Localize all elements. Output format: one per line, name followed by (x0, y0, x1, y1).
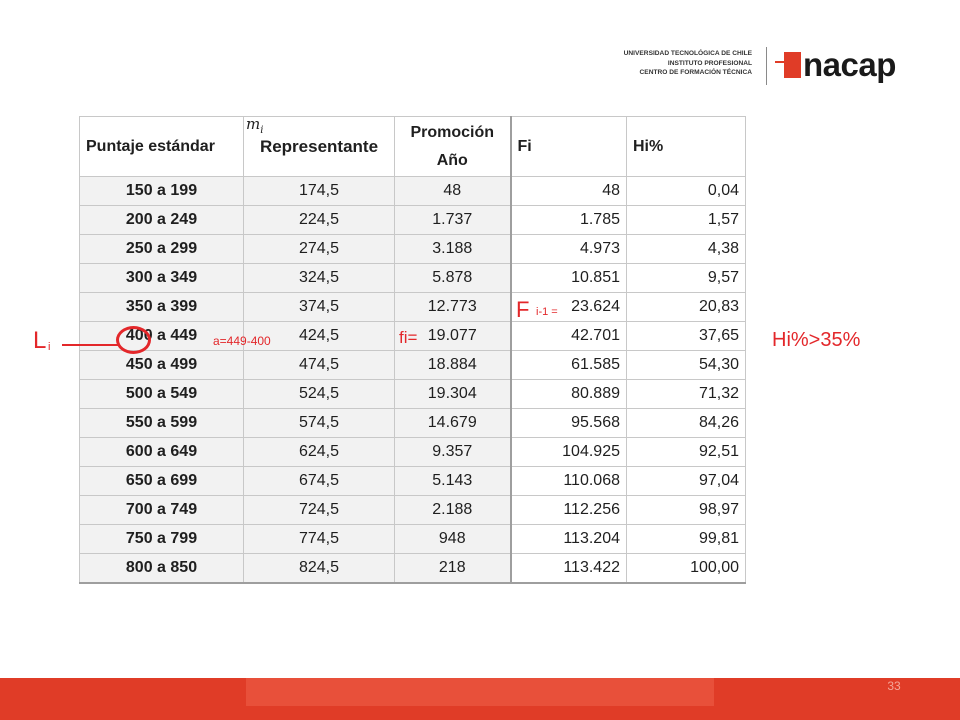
promocion-cell: 14.679 (395, 409, 511, 438)
header-fi: Fi (511, 117, 627, 177)
hi-cell: 84,26 (627, 409, 746, 438)
institution-text (624, 49, 752, 78)
mi-symbol: $m_i$ (246, 115, 264, 136)
promocion-cell: 19.077 (395, 322, 511, 351)
representante-cell: 424,5 (244, 322, 395, 351)
F-subscript: i-1 = (536, 306, 558, 318)
hi-cell: 0,04 (627, 177, 746, 206)
representante-cell: 324,5 (244, 264, 395, 293)
fi-cell: 113.204 (511, 525, 627, 554)
table-row (80, 293, 746, 322)
table-row (80, 554, 746, 583)
fi-cell: 42.701 (511, 322, 627, 351)
table-row (80, 496, 746, 525)
page-number: 33 (887, 679, 901, 693)
representante-cell: 474,5 (244, 351, 395, 380)
fi-cell: 10.851 (511, 264, 627, 293)
frequency-table (79, 116, 746, 584)
hi-cell: 54,30 (627, 351, 746, 380)
range-cell: 350 a 399 (80, 293, 244, 322)
logo-divider (766, 47, 767, 85)
hi-cell: 100,00 (627, 554, 746, 583)
table-header-row (80, 117, 746, 177)
hi-cell: 4,38 (627, 235, 746, 264)
fi-label: fi= (399, 328, 418, 347)
representante-cell: 224,5 (244, 206, 395, 235)
range-cell: 750 a 799 (80, 525, 244, 554)
hi-cell: 71,32 (627, 380, 746, 409)
table-row (80, 380, 746, 409)
hi-cell: 37,65 (627, 322, 746, 351)
hi-cell: 98,97 (627, 496, 746, 525)
fi-cell: 1.785 (511, 206, 627, 235)
li-highlight-circle (116, 326, 151, 354)
table-row (80, 438, 746, 467)
table-row (80, 206, 746, 235)
li-subscript: i (48, 341, 51, 353)
header-representante (244, 117, 395, 177)
range-cell: 150 a 199 (80, 177, 244, 206)
promocion-cell: 5.143 (395, 467, 511, 496)
table-row (80, 177, 746, 206)
representante-cell: 374,5 (244, 293, 395, 322)
hi-cell: 99,81 (627, 525, 746, 554)
institution-line: INSTITUTO PROFESIONAL (667, 59, 752, 67)
promocion-cell: 218 (395, 554, 511, 583)
hi-cell: 97,04 (627, 467, 746, 496)
representante-cell: 774,5 (244, 525, 395, 554)
hi-cell: 92,51 (627, 438, 746, 467)
range-cell: 700 a 749 (80, 496, 244, 525)
promocion-cell: 19.304 (395, 380, 511, 409)
range-cell: 500 a 549 (80, 380, 244, 409)
promocion-cell: 1.737 (395, 206, 511, 235)
amplitude-formula: a=449-400 (213, 334, 271, 348)
fi-cell: 113.422 (511, 554, 627, 583)
fi-cell: 104.925 (511, 438, 627, 467)
logo-mark-icon (775, 52, 801, 78)
header-representante-label: Representante (259, 136, 379, 156)
promocion-cell: 2.188 (395, 496, 511, 525)
range-cell: 550 a 599 (80, 409, 244, 438)
representante-cell: 674,5 (244, 467, 395, 496)
promocion-cell: 48 (395, 177, 511, 206)
institution-line: UNIVERSIDAD TECNOLÓGICA DE CHILE (623, 50, 752, 57)
hi-cell: 1,57 (627, 206, 746, 235)
range-cell: 250 a 299 (80, 235, 244, 264)
fi-cell: 61.585 (511, 351, 627, 380)
table-row (80, 264, 746, 293)
promocion-cell: 948 (395, 525, 511, 554)
fi-cell: 95.568 (511, 409, 627, 438)
header-hi: Hi% (627, 117, 746, 177)
institution-line: CENTRO DE FORMACIÓN TÉCNICA (639, 69, 752, 77)
fi-cell: 4.973 (511, 235, 627, 264)
representante-cell: 824,5 (244, 554, 395, 583)
table-row (80, 467, 746, 496)
promocion-cell: 18.884 (395, 351, 511, 380)
fi-cell: 80.889 (511, 380, 627, 409)
promocion-cell: 5.878 (395, 264, 511, 293)
representante-cell: 624,5 (244, 438, 395, 467)
li-label: L (33, 327, 47, 354)
fi-cell: 112.256 (511, 496, 627, 525)
range-cell: 600 a 649 (80, 438, 244, 467)
range-cell: 450 a 499 (80, 351, 244, 380)
range-cell: 200 a 249 (80, 206, 244, 235)
range-cell: 650 a 699 (80, 467, 244, 496)
hi-cell: 20,83 (627, 293, 746, 322)
header-promocion: Promoción Año (395, 117, 511, 177)
representante-cell: 274,5 (244, 235, 395, 264)
range-cell: 400 a 449 (80, 322, 244, 351)
table-row (80, 235, 746, 264)
F-label: F (516, 297, 530, 322)
li-pointer-line (62, 344, 118, 346)
hi-condition-label: Hi%>35% (772, 329, 861, 351)
table-row (80, 525, 746, 554)
range-cell: 300 a 349 (80, 264, 244, 293)
logo-wordmark: nacap (803, 46, 896, 83)
representante-cell: 574,5 (244, 409, 395, 438)
header-puntaje: Puntaje estándar (80, 117, 244, 177)
representante-cell: 724,5 (244, 496, 395, 525)
fi-cell: 23.624 (511, 293, 627, 322)
promocion-cell: 9.357 (395, 438, 511, 467)
fi-cell: 110.068 (511, 467, 627, 496)
range-cell: 800 a 850 (80, 554, 244, 583)
inacap-logo (596, 44, 936, 92)
representante-cell: 524,5 (244, 380, 395, 409)
promocion-cell: 12.773 (395, 293, 511, 322)
fi-cell: 48 (511, 177, 627, 206)
footer-tab (246, 678, 714, 706)
representante-cell: 174,5 (244, 177, 395, 206)
table-row (80, 351, 746, 380)
promocion-cell: 3.188 (395, 235, 511, 264)
hi-cell: 9,57 (627, 264, 746, 293)
table-row (80, 409, 746, 438)
frequency-table-wrap (79, 116, 745, 584)
